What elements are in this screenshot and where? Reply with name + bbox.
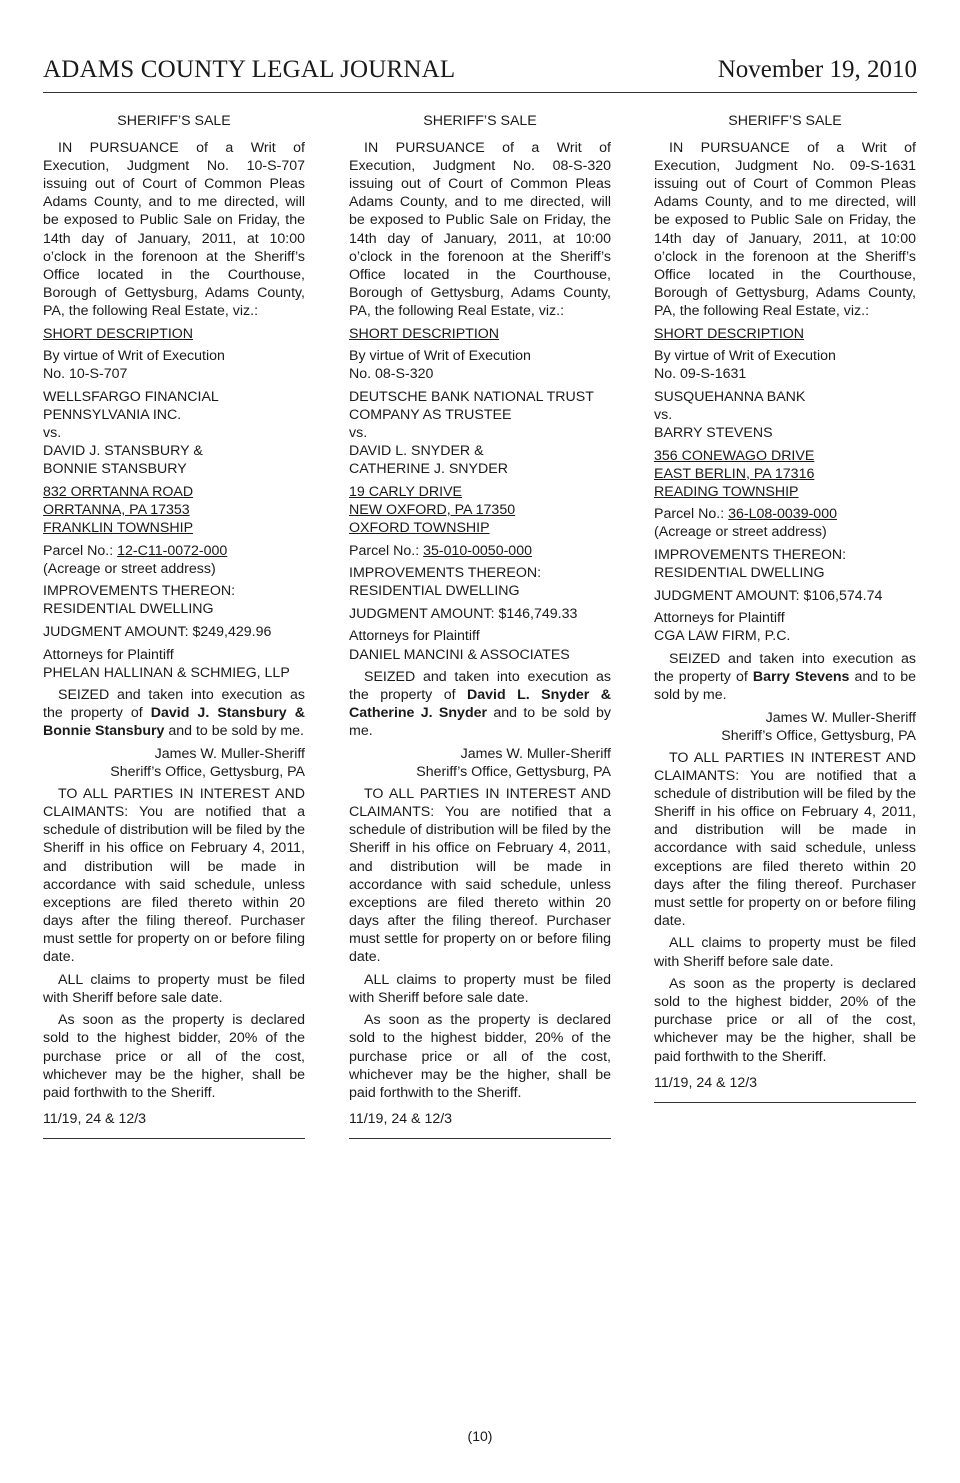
address-city: EAST BERLIN, PA 17316 — [654, 465, 815, 482]
writ-info — [349, 347, 611, 383]
property-owner: David L. Snyder & Catherine J. Snyder — [349, 687, 611, 722]
notice-intro: IN PURSUANCE of a Writ of Execution, Judgment No. 09-S-1631 issuing out of Court of Common Pleas Adams County, and to me directed, will be exposed to Public Sale on Friday, the 14th day of January, 2011, at 10:00 o’clock in the forenoon at the Sheriff’s Office located in the Courthouse, Borough of Gettysburg, Adams County, PA, the following Real Estate, viz.: — [654, 140, 916, 319]
versus: vs. — [43, 425, 62, 441]
notice-bid: As soon as the property is declared sold to the highest bidder, 20% of the purchase price or all of the cost, whichever may be the higher, shall be paid forthwith to the Sheriff. — [349, 1012, 611, 1101]
defendant-line: CATHERINE J. SNYDER — [349, 461, 508, 478]
attorneys-label: Attorneys for Plaintiff — [43, 646, 174, 663]
versus: vs. — [349, 425, 368, 441]
parcel-label: Parcel No.: — [349, 542, 424, 559]
defendant-line: DAVID L. SNYDER & — [349, 443, 484, 460]
acreage-note: (Acreage or street address) — [654, 524, 827, 541]
notice-parties: TO ALL PARTIES IN INTEREST AND CLAIMANTS: You are notified that a schedule of distribution will be filed by the Sheriff in his office on February 4, 2011, and distribution will be made in accordance with said schedule, unless exceptions are filed thereto within 20 days after the filing thereof. Purchaser must settle for property on or before filing date. — [349, 786, 611, 966]
notice-parties: TO ALL PARTIES IN INTEREST AND CLAIMANTS: You are notified that a schedule of distribution will be filed by the Sheriff in his office on February 4, 2011, and distribution will be made in accordance with said schedule, unless exceptions are filed thereto within 20 days after the filing thereof. Purchaser must settle for property on or before filing date. — [43, 786, 305, 966]
plaintiff-line: DEUTSCHE BANK NATIONAL TRUST — [349, 388, 594, 405]
plaintiff-line: SUSQUEHANNA BANK — [654, 388, 806, 405]
parcel-label: Parcel No.: — [654, 506, 729, 523]
masthead — [43, 52, 917, 93]
writ-number: No. 08-S-320 — [349, 366, 434, 383]
notice-claims: ALL claims to property must be filed with Sheriff before sale date. — [43, 971, 305, 1006]
attorneys-label: Attorneys for Plaintiff — [654, 610, 785, 627]
divider-rule — [43, 1138, 305, 1139]
seized-text: SEIZED and taken into execution as the property of — [43, 687, 305, 722]
divider-rule — [654, 1102, 916, 1103]
parcel-number: 12-C11-0072-000 — [117, 542, 228, 559]
parcel-info — [654, 505, 916, 541]
defendant-line: BONNIE STANSBURY — [43, 461, 187, 478]
address-city: NEW OXFORD, PA 17350 — [349, 501, 516, 518]
sheriff-office: Sheriff’s Office, Gettysburg, PA — [110, 764, 305, 781]
improvements — [654, 546, 916, 582]
publication-dates: 11/19, 24 & 12/3 — [654, 1074, 758, 1091]
writ-line: By virtue of Writ of Execution — [43, 348, 225, 365]
sheriff-signature — [43, 745, 305, 781]
address-street: 356 CONEWAGO DRIVE — [654, 447, 815, 464]
address-township: FRANKLIN TOWNSHIP — [43, 519, 194, 536]
short-description-label: SHORT DESCRIPTION — [43, 325, 194, 342]
writ-number: No. 10-S-707 — [43, 366, 128, 383]
improvements — [43, 582, 305, 618]
judgment-amount: JUDGMENT AMOUNT: $146,749.33 — [349, 605, 578, 622]
improvements-label: IMPROVEMENTS THEREON: — [349, 565, 542, 582]
property-owner: David J. Stansbury & Bonnie Stansbury — [43, 705, 305, 740]
versus: vs. — [654, 406, 673, 423]
property-address — [43, 483, 305, 537]
address-street: 19 CARLY DRIVE — [349, 483, 463, 500]
parties — [654, 388, 916, 442]
notice-column-1 — [43, 112, 305, 1139]
parcel-info — [349, 542, 611, 560]
short-description-label: SHORT DESCRIPTION — [654, 325, 805, 342]
address-township: OXFORD TOWNSHIP — [349, 519, 490, 536]
parcel-number: 36-L08-0039-000 — [728, 506, 837, 523]
seized-text-end: and to be sold by me. — [349, 705, 611, 740]
improvements-value: RESIDENTIAL DWELLING — [43, 601, 214, 618]
seized-text-end: and to be sold by me. — [654, 669, 916, 704]
address-street: 832 ORRTANNA ROAD — [43, 483, 194, 500]
attorneys — [43, 646, 305, 682]
seized-text-end: and to be sold by me. — [164, 723, 305, 740]
notice-intro: IN PURSUANCE of a Writ of Execution, Judgment No. 08-S-320 issuing out of Court of Common Pleas Adams County, and to me directed, will be exposed to Public Sale on Friday, the 14th day of January, 2011, at 10:00 o’clock in the forenoon at the Sheriff’s Office located in the Courthouse, Borough of Gettysburg, Adams County, PA, the following Real Estate, viz.: — [349, 140, 611, 319]
judgment-amount: JUDGMENT AMOUNT: $249,429.96 — [43, 623, 272, 640]
writ-line: By virtue of Writ of Execution — [654, 348, 836, 365]
sheriff-name: James W. Muller-Sheriff — [460, 746, 611, 762]
notice-column-3 — [654, 112, 916, 1103]
improvements — [349, 564, 611, 600]
address-city: ORRTANNA, PA 17353 — [43, 501, 190, 518]
sheriff-office: Sheriff’s Office, Gettysburg, PA — [721, 727, 916, 744]
improvements-label: IMPROVEMENTS THEREON: — [43, 583, 236, 600]
improvements-value: RESIDENTIAL DWELLING — [349, 583, 520, 600]
sheriff-signature — [654, 709, 916, 745]
notice-heading: SHERIFF’S SALE — [728, 113, 842, 129]
acreage-note: (Acreage or street address) — [43, 560, 216, 577]
sheriff-name: James W. Muller-Sheriff — [154, 746, 305, 762]
seized-paragraph — [43, 686, 305, 740]
parties — [43, 388, 305, 478]
notice-column-2 — [349, 112, 611, 1139]
writ-line: By virtue of Writ of Execution — [349, 348, 531, 365]
sheriff-office: Sheriff’s Office, Gettysburg, PA — [416, 764, 611, 781]
attorneys-name: CGA LAW FIRM, P.C. — [654, 628, 791, 645]
judgment-amount: JUDGMENT AMOUNT: $106,574.74 — [654, 587, 883, 604]
parties — [349, 388, 611, 478]
writ-info — [43, 347, 305, 383]
address-township: READING TOWNSHIP — [654, 483, 799, 500]
divider-rule — [349, 1138, 611, 1139]
notice-bid: As soon as the property is declared sold to the highest bidder, 20% of the purchase price or all of the cost, whichever may be the higher, shall be paid forthwith to the Sheriff. — [654, 976, 916, 1065]
sheriff-name: James W. Muller-Sheriff — [765, 709, 916, 726]
parcel-label: Parcel No.: — [43, 542, 118, 559]
journal-title: ADAMS COUNTY LEGAL JOURNAL — [43, 56, 456, 83]
plaintiff-line: PENNSYLVANIA INC. — [43, 406, 182, 423]
attorneys-name: PHELAN HALLINAN & SCHMIEG, LLP — [43, 664, 290, 681]
plaintiff-line: COMPANY AS TRUSTEE — [349, 406, 512, 423]
seized-paragraph — [349, 668, 611, 740]
writ-info — [654, 347, 916, 383]
notice-bid: As soon as the property is declared sold to the highest bidder, 20% of the purchase price or all of the cost, whichever may be the higher, shall be paid forthwith to the Sheriff. — [43, 1012, 305, 1101]
issue-date: November 19, 2010 — [717, 56, 917, 83]
defendant-line: DAVID J. STANSBURY & — [43, 443, 203, 460]
short-description-label: SHORT DESCRIPTION — [349, 325, 500, 342]
attorneys-name: DANIEL MANCINI & ASSOCIATES — [349, 646, 570, 663]
property-address — [654, 447, 916, 501]
defendant-line: BARRY STEVENS — [654, 425, 773, 441]
attorneys — [654, 609, 916, 645]
notice-intro: IN PURSUANCE of a Writ of Execution, Judgment No. 10-S-707 issuing out of Court of Common Pleas Adams County, and to me directed, will be exposed to Public Sale on Friday, the 14th day of January, 2011, at 10:00 o’clock in the forenoon at the Sheriff’s Office located in the Courthouse, Borough of Gettysburg, Adams County, PA, the following Real Estate, viz.: — [43, 140, 305, 319]
sheriff-signature — [349, 745, 611, 781]
notice-parties: TO ALL PARTIES IN INTEREST AND CLAIMANTS: You are notified that a schedule of distribution will be filed by the Sheriff in his office on February 4, 2011, and distribution will be made in accordance with said schedule, unless exceptions are filed thereto within 20 days after the filing thereof. Purchaser must settle for property on or before filing date. — [654, 750, 916, 929]
property-address — [349, 483, 611, 537]
notice-claims: ALL claims to property must be filed with Sheriff before sale date. — [654, 935, 916, 970]
seized-text: SEIZED and taken into execution as the property of — [349, 669, 611, 704]
seized-paragraph — [654, 650, 916, 704]
plaintiff-line: WELLSFARGO FINANCIAL — [43, 388, 219, 405]
publication-dates: 11/19, 24 & 12/3 — [349, 1110, 453, 1127]
attorneys — [349, 627, 611, 663]
notice-heading: SHERIFF’S SALE — [423, 113, 537, 129]
property-owner: Barry Stevens — [752, 669, 850, 686]
notice-claims: ALL claims to property must be filed with Sheriff before sale date. — [349, 971, 611, 1006]
improvements-label: IMPROVEMENTS THEREON: — [654, 547, 847, 564]
publication-dates: 11/19, 24 & 12/3 — [43, 1110, 147, 1127]
improvements-value: RESIDENTIAL DWELLING — [654, 565, 825, 582]
writ-number: No. 09-S-1631 — [654, 366, 747, 383]
seized-text: SEIZED and taken into execution as the property of — [654, 651, 916, 686]
parcel-info — [43, 542, 305, 578]
notice-heading: SHERIFF’S SALE — [117, 113, 231, 129]
attorneys-label: Attorneys for Plaintiff — [349, 628, 480, 645]
page-number: (10) — [467, 1428, 493, 1444]
parcel-number: 35-010-0050-000 — [423, 542, 532, 559]
